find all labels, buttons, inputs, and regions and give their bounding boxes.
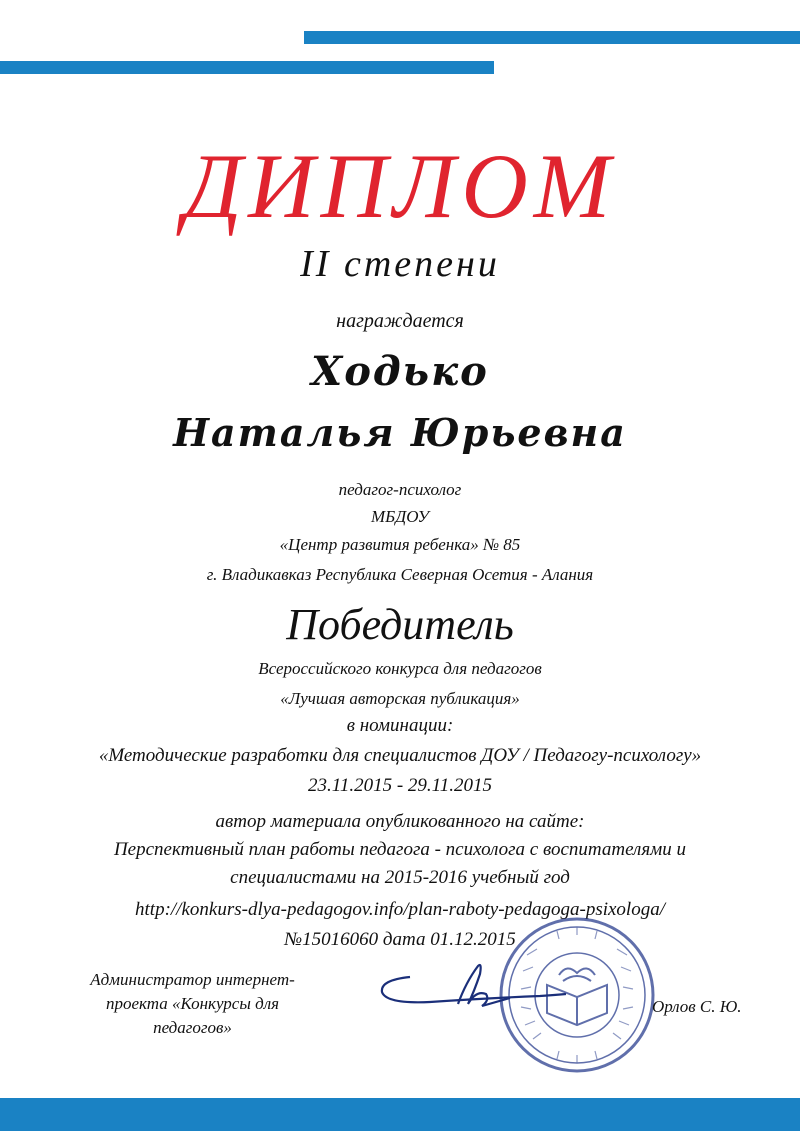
certificate-date: 01.12.2015 <box>430 929 516 950</box>
nomination-label: в номинации: <box>346 715 454 736</box>
organization-type: МБДОУ <box>371 507 429 526</box>
recipient-position: педагог-психолог <box>338 480 462 499</box>
awarded-label: награждается <box>336 310 464 332</box>
organization-name: «Центр развития ребенка» № 85 <box>279 535 521 554</box>
recipient-surname: Ходько <box>311 348 489 395</box>
bottom-accent-bar <box>0 1098 800 1131</box>
result-title: Победитель <box>286 600 514 649</box>
material-title-line1: Перспективный план работы педагога - психолога с воспитателями и <box>113 839 687 860</box>
contest-label: Всероссийского конкурса для педагогов <box>258 659 542 678</box>
organization-location: г. Владикавказ Республика Северная Осетия - Алания <box>206 565 594 584</box>
administrator-title <box>60 968 325 1040</box>
admin-line-3: педагогов» <box>153 1018 232 1037</box>
admin-line-2: проекта «Конкурсы для <box>105 994 280 1013</box>
material-title-line2: специалистами на 2015-2016 учебный год <box>230 867 570 888</box>
admin-line-1: Администратор интернет- <box>90 970 295 989</box>
contest-name: «Лучшая авторская публикация» <box>280 689 520 708</box>
top-right-accent-bar <box>304 31 800 44</box>
diploma-title: ДИПЛОМ <box>183 135 617 237</box>
contest-dates: 23.11.2015 - 29.11.2015 <box>307 775 492 796</box>
recipient-names: Наталья Юрьевна <box>173 410 627 455</box>
certificate-number: №15016060 дата <box>284 929 426 950</box>
top-left-accent-bar <box>0 61 494 74</box>
diploma-degree: II степени <box>300 243 500 285</box>
signer-name: Орлов С. Ю. <box>652 997 742 1016</box>
nomination-name: «Методические разработки для специалистов ДОУ / Педагогу-психологу» <box>98 745 702 766</box>
material-url: http://konkurs-dlya-pedagogov.info/plan-raboty-pedagoga-psixologa/ <box>135 899 665 920</box>
certificate-number-line <box>0 930 800 949</box>
author-label: автор материала опубликованного на сайте: <box>215 811 585 832</box>
signature <box>370 952 570 1022</box>
